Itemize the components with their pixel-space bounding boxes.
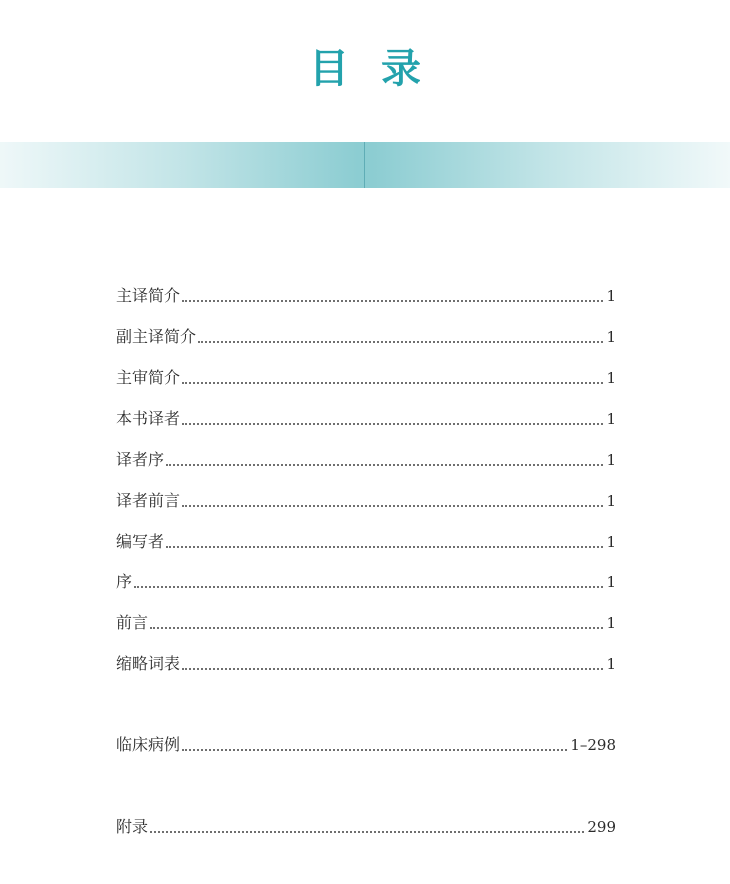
toc-entry-label: 前言 <box>116 613 149 632</box>
dot-leader <box>182 299 603 302</box>
dot-leader <box>182 667 603 670</box>
toc-entry-page: 1 <box>606 287 616 305</box>
dot-leader <box>166 463 603 466</box>
toc-entry-page: 1–298 <box>570 736 616 754</box>
toc-entry-preface[interactable] <box>116 571 616 593</box>
dot-leader <box>182 748 567 751</box>
toc-entry-label: 主译简介 <box>116 286 181 305</box>
toc-entry-page: 1 <box>606 451 616 469</box>
toc-entry-page: 1 <box>606 614 616 632</box>
toc-entry-page: 1 <box>606 369 616 387</box>
toc-entry-translator-foreword[interactable] <box>116 490 616 512</box>
toc-entry-chief-reviewer[interactable] <box>116 367 616 389</box>
dot-leader <box>182 381 603 384</box>
toc-entry-page: 299 <box>587 818 616 836</box>
toc-entry-page: 1 <box>606 573 616 591</box>
toc-entry-label: 译者前言 <box>116 491 181 510</box>
header-band <box>0 142 730 188</box>
page-title: 目录 <box>309 46 453 92</box>
toc-entry-label: 编写者 <box>116 532 165 551</box>
toc-entry-foreword[interactable] <box>116 612 616 634</box>
toc-entry-page: 1 <box>606 492 616 510</box>
toc-entry-label: 本书译者 <box>116 409 181 428</box>
toc-entry-translators[interactable] <box>116 408 616 430</box>
toc-entry-page: 1 <box>606 328 616 346</box>
toc-entry-abbreviations[interactable] <box>116 653 616 675</box>
dot-leader <box>182 504 603 507</box>
toc-entry-label: 副主译简介 <box>116 327 197 346</box>
toc-entry-label: 附录 <box>116 817 149 836</box>
toc-entry-page: 1 <box>606 533 616 551</box>
toc-entry-label: 临床病例 <box>116 735 181 754</box>
toc-entry-label: 译者序 <box>116 450 165 469</box>
toc-entry-translator-preface[interactable] <box>116 449 616 471</box>
toc-entry-appendix[interactable] <box>116 816 616 838</box>
dot-leader <box>166 545 603 548</box>
toc-entry-chief-translator[interactable] <box>116 285 616 307</box>
band-divider <box>364 142 365 188</box>
toc-entry-label: 序 <box>116 572 133 591</box>
dot-leader <box>150 626 603 629</box>
dot-leader <box>134 585 603 588</box>
dot-leader <box>150 830 584 833</box>
toc-entry-page: 1 <box>606 655 616 673</box>
toc-entry-label: 主审简介 <box>116 368 181 387</box>
toc-entry-deputy-translator[interactable] <box>116 326 616 348</box>
dot-leader <box>182 422 603 425</box>
toc-entry-clinical-cases[interactable] <box>116 734 616 756</box>
toc-entry-page: 1 <box>606 410 616 428</box>
dot-leader <box>198 340 603 343</box>
toc-entry-authors[interactable] <box>116 531 616 553</box>
toc-entry-label: 缩略词表 <box>116 654 181 673</box>
